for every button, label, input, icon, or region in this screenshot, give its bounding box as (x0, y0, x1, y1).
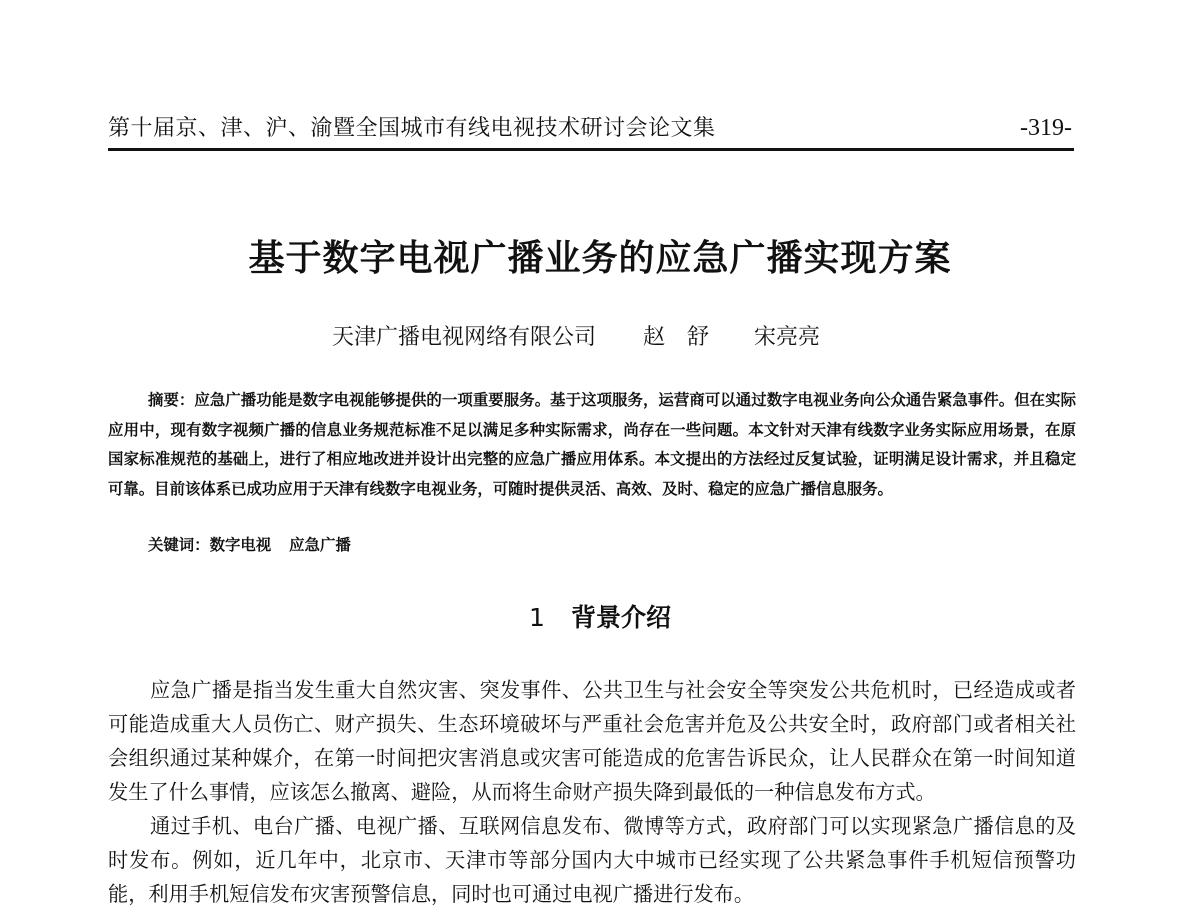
journal-title: 第十届京、津、沪、渝暨全国城市有线电视技术研讨会论文集 (108, 116, 716, 141)
byline (332, 320, 858, 351)
author-1: 赵 舒 (643, 325, 710, 350)
running-header (108, 112, 1074, 151)
paper-title: 基于数字电视广播业务的应急广播实现方案 (248, 238, 952, 279)
keywords (148, 533, 351, 555)
affiliation: 天津广播电视网络有限公司 (332, 325, 597, 350)
body-text (108, 673, 1076, 911)
section-heading (0, 598, 1200, 634)
page-number: -319- (1020, 115, 1072, 141)
keyword-1: 数字电视 (209, 536, 272, 554)
author-2: 宋亮亮 (754, 325, 821, 350)
keyword-2: 应急广播 (289, 536, 351, 554)
body-paragraph-1: 应急广播是指当发生重大自然灾害、突发事件、公共卫生与社会安全等突发公共危机时，已经造成或者可能造成重大人员伤亡、财产损失、生态环境破坏与严重社会危害并危及公共安全时，政府部门或者相关社会组织通过某种媒介，在第一时间把灾害消息或灾害可能造成的危害告诉民众，让人民群众在第一时间知道发生了什么事情，应该怎么撤离、避险，从而将生命财产损失降到最低的一种信息发布方式。 (108, 678, 1076, 804)
section-number: 1 (529, 603, 545, 632)
body-paragraph-2: 通过手机、电台广播、电视广播、互联网信息发布、微博等方式，政府部门可以实现紧急广播信息的及时发布。例如，近几年中，北京市、天津市等部分国内大中城市已经实现了公共紧急事件手机短信预警功能，利用手机短信发布灾害预警信息，同时也可通过电视广播进行发布。 (108, 814, 1076, 906)
section-title: 背景介绍 (570, 603, 671, 632)
abstract: 摘要：应急广播功能是数字电视能够提供的一项重要服务。基于这项服务，运营商可以通过数字电视业务向公众通告紧急事件。但在实际应用中，现有数字视频广播的信息业务规范标准不足以满足多种实际需求，尚存在一些问题。本文针对天津有线数字业务实际应用场景，在原国家标准规范的基础上，进行了相应地改进并设计出完整的应急广播应用体系。本文提出的方法经过反复试验，证明满足设计需求，并且稳定可靠。目前该体系已成功应用于天津有线数字电视业务，可随时提供灵活、高效、及时、稳定的应急广播信息服务。 (108, 391, 1076, 498)
keywords-label: 关键词： (148, 536, 210, 554)
